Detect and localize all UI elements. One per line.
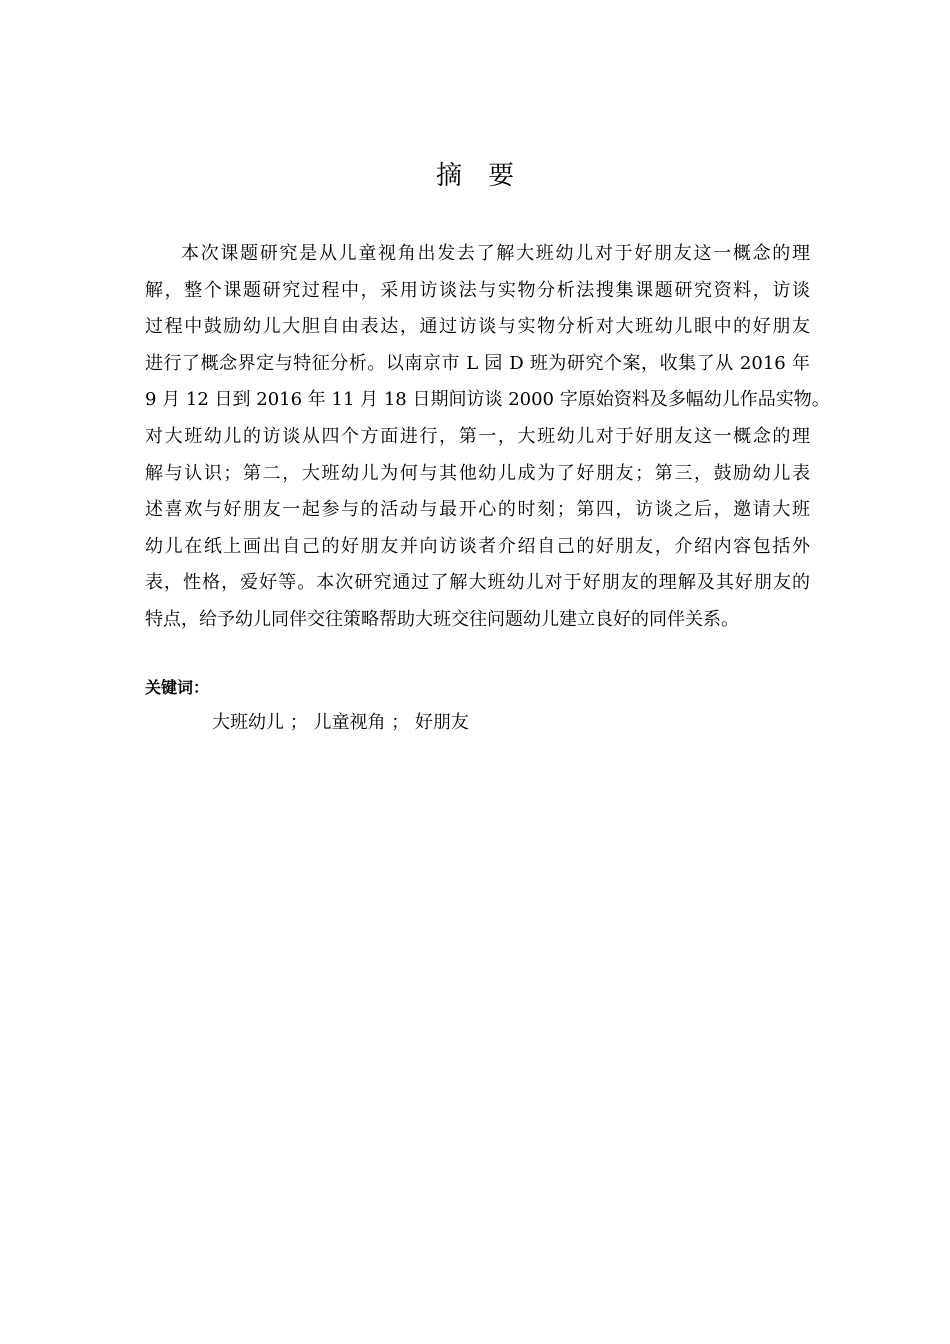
- keywords-list: 大班幼儿 ； 儿童视角 ； 好朋友: [212, 712, 469, 733]
- abstract-line: 对大班幼儿的访谈从四个方面进行，第一，大班幼儿对于好朋友这一概念的理: [145, 425, 810, 447]
- keywords-label: 关键词：: [145, 678, 210, 697]
- abstract-line: 解与认识；第二，大班幼儿为何与其他幼儿成为了好朋友；第三，鼓励幼儿表: [145, 462, 810, 484]
- abstract-line: 9 月 12 日到 2016 年 11 月 18 日期间访谈 2000 字原始资料及多幅幼儿作品实物。: [145, 389, 830, 411]
- page-title: 摘要: [435, 161, 540, 191]
- abstract-line: 述喜欢与好朋友一起参与的活动与最开心的时刻；第四，访谈之后，邀请大班: [145, 499, 810, 521]
- abstract-line: 表，性格，爱好等。本次研究通过了解大班幼儿对于好朋友的理解及其好朋友的: [145, 572, 810, 594]
- abstract-line: 特点，给予幼儿同伴交往策略帮助大班交往问题幼儿建立良好的同伴关系。: [145, 608, 739, 630]
- abstract-line: 幼儿在纸上画出自己的好朋友并向访谈者介绍自己的好朋友，介绍内容包括外: [145, 535, 810, 557]
- abstract-line: 本次课题研究是从儿童视角出发去了解大班幼儿对于好朋友这一概念的理: [181, 243, 810, 264]
- abstract-line: 过程中鼓励幼儿大胆自由表达，通过访谈与实物分析对大班幼儿眼中的好朋友: [145, 316, 810, 338]
- abstract-line: 解，整个课题研究过程中，采用访谈法与实物分析法搜集课题研究资料，访谈: [145, 279, 810, 301]
- abstract-body: [145, 236, 830, 639]
- abstract-line: 进行了概念界定与特征分析。以南京市 L 园 D 班为研究个案，收集了从 2016 年: [145, 352, 810, 374]
